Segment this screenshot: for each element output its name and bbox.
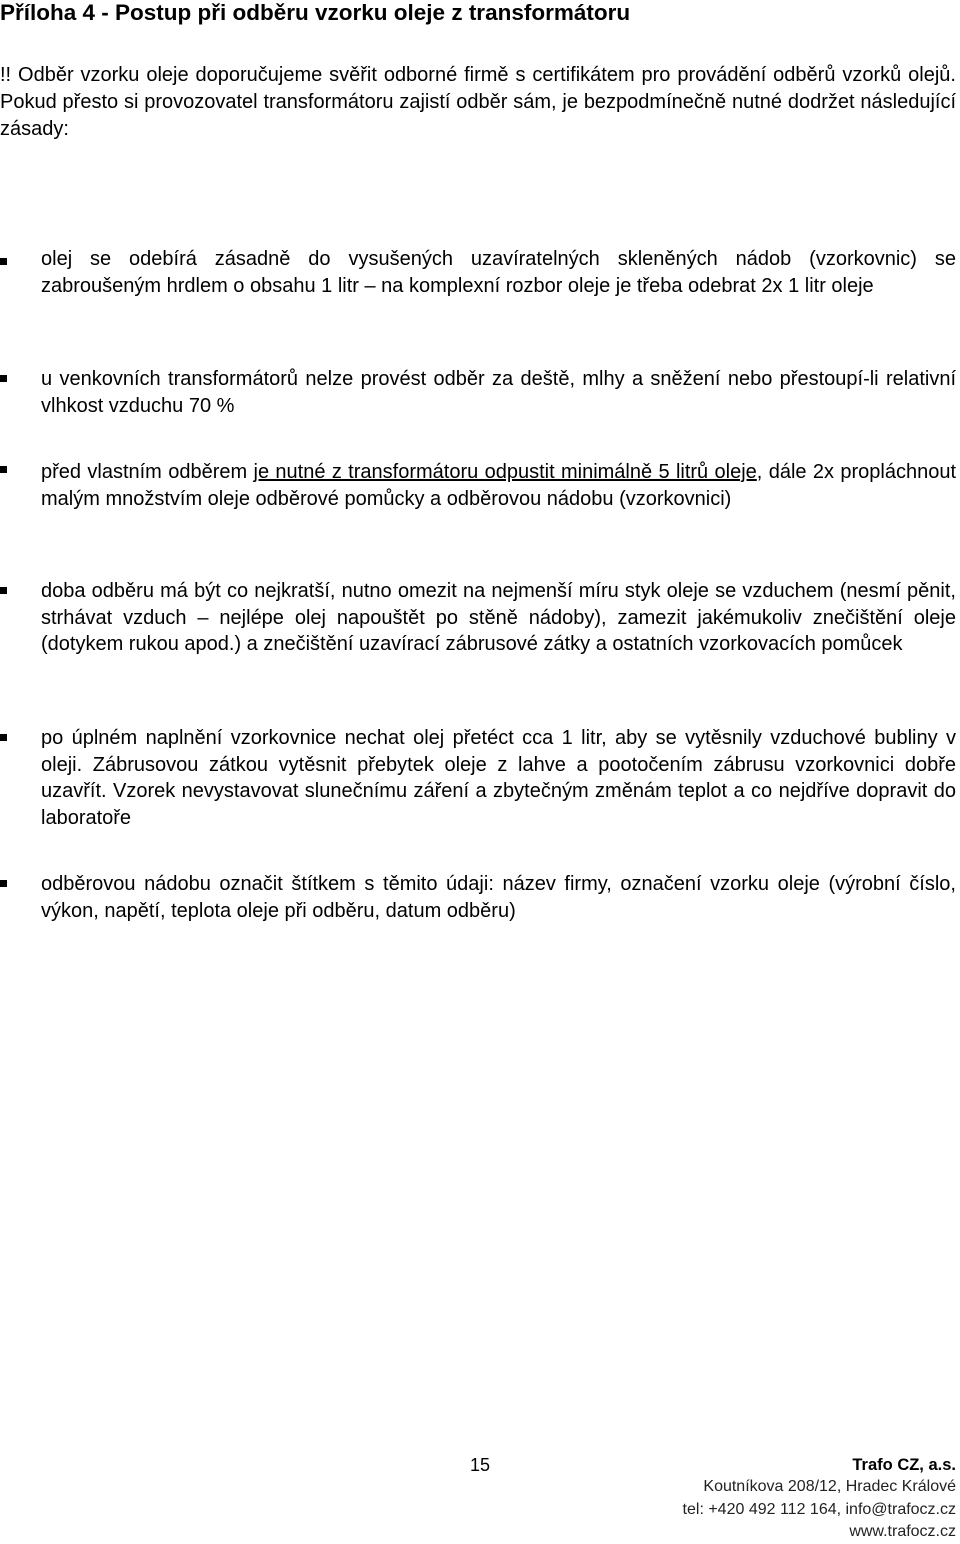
company-name: Trafo CZ, a.s. bbox=[852, 1456, 956, 1474]
company-footer bbox=[683, 1454, 956, 1544]
underlined-requirement: je nutné z transformátoru odpustit minimálně 5 litrů oleje bbox=[253, 461, 757, 483]
company-address: Koutníkova 208/12, Hradec Králové bbox=[703, 1478, 956, 1495]
list-item-text: doba odběru má být co nejkratší, nutno omezit na nejmenší míru styk oleje se vzduchem (nesmí pěnit, strhávat vzduch – nejlépe olej napouštět po stěně nádoby), zamezit jakémukoliv znečištění oleje (dotykem rukou apod.) a znečištění uzavírací zábrusové zátky a ostatních vzorkovacích pomůcek bbox=[41, 580, 956, 655]
intro-warning: !! Odběr vzorku oleje doporučujeme svěřit odborné firmě s certifikátem pro provádění odběrů vzorků olejů. Pokud přesto si provozovatel transformátoru zajistí odběr sám, je bezpodmínečně nutné dodržet následující zásady: bbox=[0, 64, 956, 140]
list-item-text: po úplném naplnění vzorkovnice nechat olej přetéct cca 1 litr, aby se vytěsnily vzduchové bubliny v oleji. Zábrusovou zátkou vytěsnit přebytek oleje z lahve a pootočením zábrusu vzorkovnici dobře uzavřít. Vzorek nevystavovat slunečnímu záření a zbytečným změnám teplot a co nejdříve dopravit do laboratoře bbox=[41, 727, 956, 829]
bullet-square-icon bbox=[0, 587, 7, 594]
page-number: 15 bbox=[470, 1455, 491, 1475]
list-item-text: u venkovních transformátorů nelze provést odběr za deště, mlhy a sněžení nebo přestoupí-li relativní vlhkost vzduchu 70 % bbox=[41, 368, 956, 417]
company-website: www.trafocz.cz bbox=[849, 1523, 956, 1540]
list-item-text-before: před vlastním odběrem bbox=[41, 461, 254, 483]
bullet-square-icon bbox=[0, 880, 7, 887]
list-item-text bbox=[41, 459, 956, 512]
list-item-text: odběrovou nádobu označit štítkem s těmito údaji: název firmy, označení vzorku oleje (výrobní číslo, výkon, napětí, teplota oleje při odběru, datum odběru) bbox=[41, 873, 956, 922]
bullet-square-icon bbox=[0, 375, 7, 382]
list-item-text-after: , dále 2x propláchnout malým množstvím oleje odběrové pomůcky a odběrovou nádobu (vzorkovnici) bbox=[41, 461, 956, 510]
bullet-square-icon bbox=[0, 466, 7, 473]
page-title: Příloha 4 - Postup při odběru vzorku oleje z transformátoru bbox=[0, 0, 631, 25]
list-item-text: olej se odebírá zásadně do vysušených uzavíratelných skleněných nádob (vzorkovnic) se zabroušeným hrdlem o obsahu 1 litr – na komplexní rozbor oleje je třeba odebrat 2x 1 litr oleje bbox=[41, 248, 956, 297]
bullet-square-icon bbox=[0, 734, 7, 741]
company-contact: tel: +420 492 112 164, info@trafocz.cz bbox=[682, 1500, 956, 1518]
bullet-square-icon bbox=[0, 258, 7, 265]
